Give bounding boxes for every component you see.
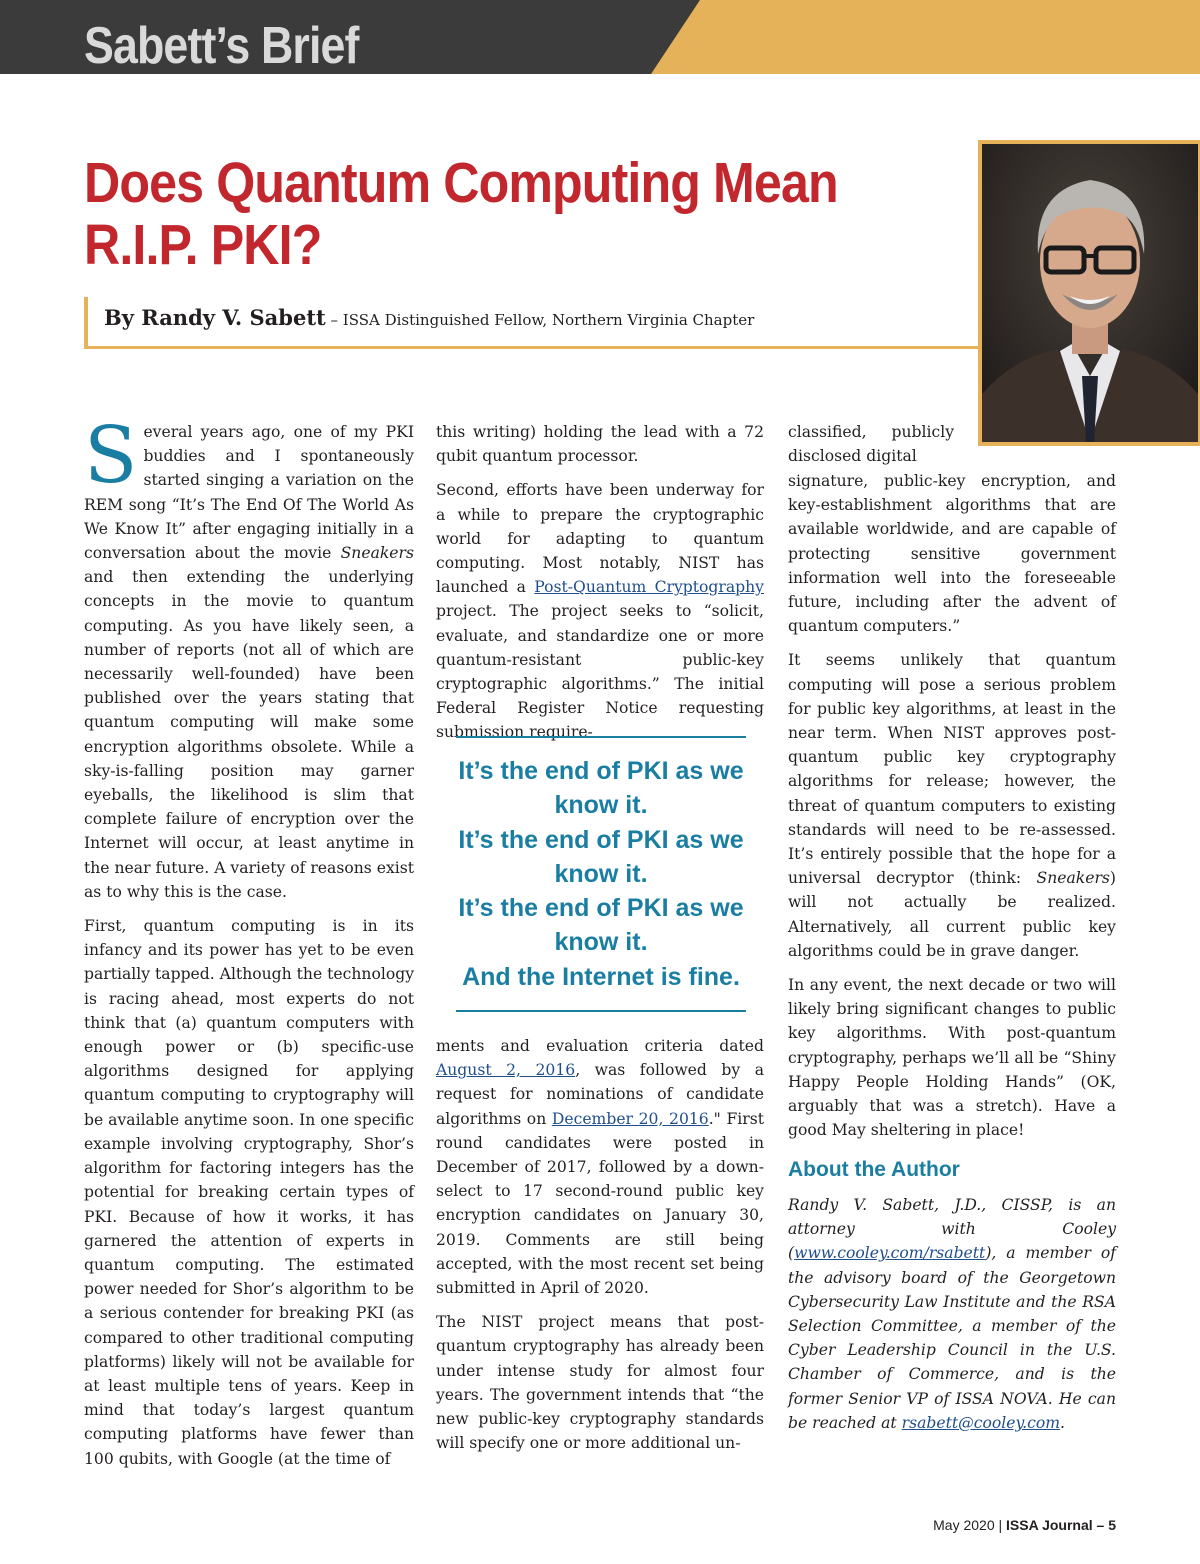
- text: ) will not actually be realized. Alternatively, all current public key algorithms could be in grave danger.: [788, 869, 1116, 960]
- text: Second, efforts have been underway for a while to prepare the cryptographic world for adapting to quantum computing. Most notably, NIST has launched a: [436, 481, 764, 597]
- intro-text-end: and then extending the underlying concepts in the movie to quantum computing. As you have likely seen, a number of reports (not all of which are necessarily well-founded) have been published over the years stating that quantum computing will make some encryption algorithms obsolete. While a sky-is-falling position may garner eyeballs, the likelihood is slim that complete failure of encryption over the Internet will occur, at least anytime in the near future. A variety of reasons exist as to why this is the case.: [84, 568, 414, 901]
- article-column-2-bottom: [436, 1034, 764, 1465]
- drop-cap: S: [84, 411, 138, 501]
- pull-quote-line: It’s the end of PKI as we know it.: [458, 894, 744, 957]
- portrait-photo-icon: [982, 144, 1198, 442]
- movie-title: Sneakers: [340, 544, 414, 563]
- paragraph-intro: [84, 411, 414, 904]
- text: Randy V. Sabett, J.D., CISSP, is an attorney with Cooley (: [788, 1196, 1116, 1263]
- paragraph: [788, 648, 1116, 963]
- paragraph: The NIST project means that post-quantum cryptography has already been under intense study for almost four years. The government intends that “the new public-key cryptography standards will specify one or more additional un-: [436, 1313, 764, 1453]
- pqc-link[interactable]: Post-Quantum Cryptography: [534, 578, 764, 597]
- text: ), a member of the advisory board of the Georgetown Cybersecurity Law Institute and the RSA Selection Committee, a member of the Cyber Leadership Council in the U.S. Chamber of Commerce, and is the former Senior VP of ISSA NOVA. He can be reached at: [788, 1244, 1116, 1432]
- footer-journal: ISSA Journal – 5: [1006, 1517, 1116, 1533]
- article-headline: Does Quantum Computing Mean R.I.P. PKI?: [84, 151, 838, 277]
- page-footer: [933, 1517, 1116, 1533]
- paragraph-fragment: classified, publicly disclosed digital: [788, 423, 954, 466]
- text: It seems unlikely that quantum computing will pose a serious problem for public key algorithms, at least in the near term. When NIST approves post-quantum public key cryptography algorithms for release; however, the threat of quantum computers to existing standards will need to be re-assessed. It’s entirely possible that the hope for a universal decryptor (think:: [788, 651, 1116, 888]
- pull-quote-line: It’s the end of PKI as we know it.: [458, 825, 744, 888]
- byline-role: – ISSA Distinguished Fellow, Northern Virginia Chapter: [325, 311, 755, 329]
- article-column-2-top: [436, 420, 764, 755]
- article-column-3-top: [788, 420, 954, 468]
- cooley-profile-link[interactable]: www.cooley.com/rsabett: [794, 1244, 986, 1263]
- paragraph: [436, 1034, 764, 1300]
- text: ." First round candidates were posted in December of 2017, followed by a down-select to 17 second-round public key encryption candidates on January 30, 2019. Comments are still being accepted, with the most recent set being submitted in April of 2020.: [436, 1109, 764, 1298]
- email-link[interactable]: rsabett@cooley.com: [901, 1413, 1061, 1432]
- byline: [84, 297, 982, 349]
- text: .: [1060, 1413, 1066, 1432]
- paragraph: signature, public-key encryption, and key-establishment algorithms that are available worldwide, and are capable of protecting sensitive government information well into the foreseeable future, including after the advent of quantum computers.”: [788, 472, 1116, 636]
- column-title: Sabett’s Brief: [84, 17, 359, 75]
- paragraph: [436, 478, 764, 744]
- text: , was followed by a request for nominations of candidate algorithms on: [436, 1061, 764, 1128]
- article-column-1: [84, 411, 415, 1481]
- about-author-heading: About the Author: [788, 1158, 960, 1181]
- text: project. The project seeks to “solicit, evaluate, and standardize one or more quantum-resistant public-key cryptographic algorithms.” The initial Federal Register Notice requesting submission require-: [436, 602, 764, 742]
- byline-author: By Randy V. Sabett: [104, 305, 326, 330]
- footer-date: May 2020 |: [933, 1517, 1007, 1533]
- paragraph: In any event, the next decade or two will likely bring significant changes to public key algorithms. With post-quantum cryptography, perhaps we’ll all be “Shiny Happy People Holding Hands” (OK, arguably that was a stretch). Have a good May sheltering in place!: [788, 976, 1116, 1140]
- pull-quote-line: And the Internet is fine.: [462, 962, 740, 991]
- author-portrait: [978, 140, 1200, 446]
- intro-text: everal years ago, one of my PKI buddies and I spontaneously started singing a variation on the REM song “It’s The End Of The World As We Know It” after engaging initially in a conversation about the movie: [84, 423, 414, 563]
- text: ments and evaluation criteria dated: [436, 1037, 764, 1055]
- pull-quote: [456, 736, 746, 1012]
- header-banner: [0, 0, 1200, 74]
- paragraph: this writing) holding the lead with a 72 qubit quantum processor.: [436, 423, 764, 466]
- paragraph: First, quantum computing is in its infancy and its power has yet to be even partially tapped. Although the technology is racing ahead, most experts do not think that (a) quantum computers with enough power or (b) specific-use algorithms designed for applying quantum computing to cryptography will be available anytime soon. In one specific example involving cryptography, Shor’s algorithm for factoring integers has the potential for breaking certain types of PKI. Because of how it works, it has garnered the attention of experts in quantum computing. The estimated power needed for Shor’s algorithm to be a serious contender for breaking PKI (as compared to other traditional computing platforms) likely will not be available for at least multiple tens of years. Keep in mind that today’s largest quantum computing platforms have fewer than 100 qubits, with Google (at the time of: [84, 917, 415, 1468]
- august-2016-link[interactable]: August 2, 2016: [436, 1061, 576, 1080]
- pull-quote-line: It’s the end of PKI as we know it.: [458, 757, 744, 820]
- december-2016-link[interactable]: December 20, 2016: [551, 1109, 709, 1128]
- movie-title: Sneakers: [1036, 869, 1110, 888]
- pull-quote-text: [446, 754, 756, 994]
- about-author-text: [788, 1193, 1116, 1435]
- article-column-3: [788, 469, 1116, 1152]
